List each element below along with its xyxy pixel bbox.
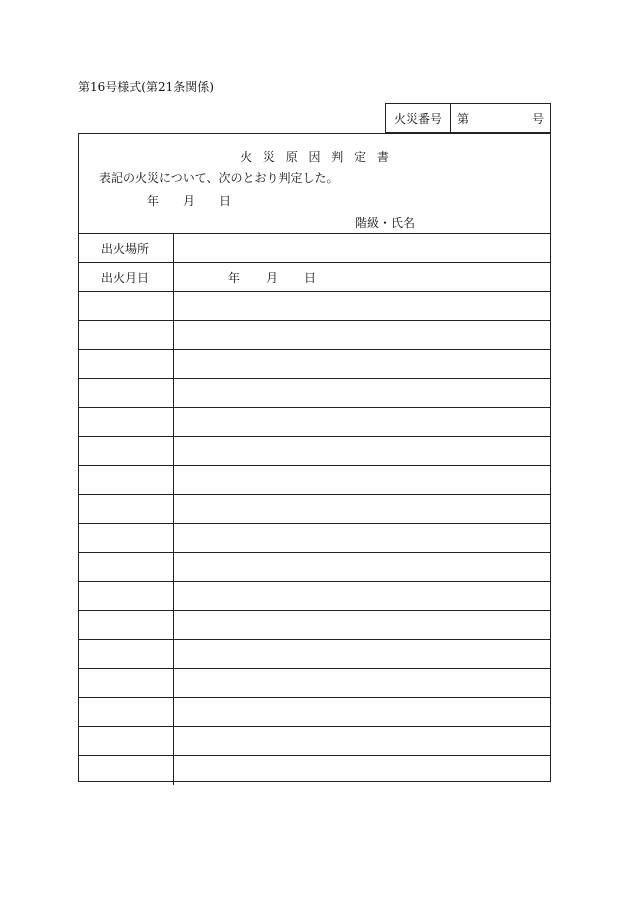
judgment-date[interactable]	[147, 192, 231, 209]
rank-name-label: 階級・氏名	[355, 216, 416, 230]
blank-row-value-cell[interactable]	[174, 292, 550, 320]
blank-row-value-cell[interactable]	[174, 379, 550, 407]
form-number-label: 第16号様式(第21条関係)	[78, 80, 214, 94]
form-rows	[79, 234, 550, 785]
blank-row-label-cell[interactable]	[79, 553, 174, 581]
blank-row-label-cell[interactable]	[79, 437, 174, 465]
fire-date-month: 月	[266, 270, 279, 285]
blank-row-value-cell[interactable]	[174, 408, 550, 436]
judgment-form	[78, 133, 551, 782]
fire-location-label: 出火場所	[79, 234, 174, 262]
fire-date-field[interactable]	[174, 263, 550, 291]
blank-row-value-cell[interactable]	[174, 437, 550, 465]
blank-row-label-cell[interactable]	[79, 292, 174, 320]
blank-row	[79, 756, 550, 785]
blank-row	[79, 640, 550, 669]
blank-row	[79, 727, 550, 756]
blank-row-label-cell[interactable]	[79, 669, 174, 697]
judgment-date-day: 日	[219, 194, 232, 208]
judgment-date-year: 年	[147, 194, 160, 208]
judgment-statement: 表記の火災について、次のとおり判定した。	[99, 171, 339, 185]
blank-row-label-cell[interactable]	[79, 582, 174, 610]
blank-row	[79, 698, 550, 727]
blank-row-value-cell[interactable]	[174, 756, 550, 785]
blank-row-label-cell[interactable]	[79, 321, 174, 349]
blank-row	[79, 321, 550, 350]
blank-row-value-cell[interactable]	[174, 495, 550, 523]
blank-row	[79, 408, 550, 437]
fire-location-field[interactable]	[174, 234, 550, 262]
form-header	[79, 134, 550, 234]
blank-row-value-cell[interactable]	[174, 582, 550, 610]
blank-row-value-cell[interactable]	[174, 466, 550, 494]
blank-row	[79, 379, 550, 408]
fire-number-box	[385, 103, 551, 133]
blank-row-label-cell[interactable]	[79, 698, 174, 726]
document-title: 火災原因判定書	[240, 150, 400, 164]
blank-row-label-cell[interactable]	[79, 495, 174, 523]
fire-number-prefix: 第	[457, 111, 470, 126]
blank-row-label-cell[interactable]	[79, 408, 174, 436]
blank-row	[79, 611, 550, 640]
blank-row-value-cell[interactable]	[174, 698, 550, 726]
blank-row-value-cell[interactable]	[174, 553, 550, 581]
blank-row	[79, 292, 550, 321]
blank-row-label-cell[interactable]	[79, 611, 174, 639]
blank-row-value-cell[interactable]	[174, 669, 550, 697]
blank-row-label-cell[interactable]	[79, 466, 174, 494]
fire-date-row	[79, 263, 550, 292]
blank-row-value-cell[interactable]	[174, 727, 550, 755]
fire-location-row	[79, 234, 550, 263]
blank-row-value-cell[interactable]	[174, 640, 550, 668]
blank-row-label-cell[interactable]	[79, 756, 174, 785]
blank-row	[79, 437, 550, 466]
blank-row	[79, 495, 550, 524]
fire-date-label: 出火月日	[79, 263, 174, 291]
blank-row-value-cell[interactable]	[174, 524, 550, 552]
blank-row	[79, 350, 550, 379]
blank-row	[79, 553, 550, 582]
blank-row-label-cell[interactable]	[79, 379, 174, 407]
blank-row-label-cell[interactable]	[79, 727, 174, 755]
fire-date-year: 年	[228, 270, 241, 285]
blank-row-value-cell[interactable]	[174, 350, 550, 378]
judgment-date-month: 月	[183, 194, 196, 208]
fire-number-label: 火災番号	[386, 104, 451, 132]
blank-row	[79, 669, 550, 698]
blank-row-label-cell[interactable]	[79, 350, 174, 378]
blank-row-label-cell[interactable]	[79, 640, 174, 668]
fire-number-suffix: 号	[531, 111, 544, 126]
blank-row-label-cell[interactable]	[79, 524, 174, 552]
blank-row	[79, 582, 550, 611]
fire-number-field[interactable]	[451, 104, 550, 132]
blank-row	[79, 524, 550, 553]
fire-date-day: 日	[304, 270, 317, 285]
blank-row-value-cell[interactable]	[174, 321, 550, 349]
blank-row	[79, 466, 550, 495]
blank-row-value-cell[interactable]	[174, 611, 550, 639]
